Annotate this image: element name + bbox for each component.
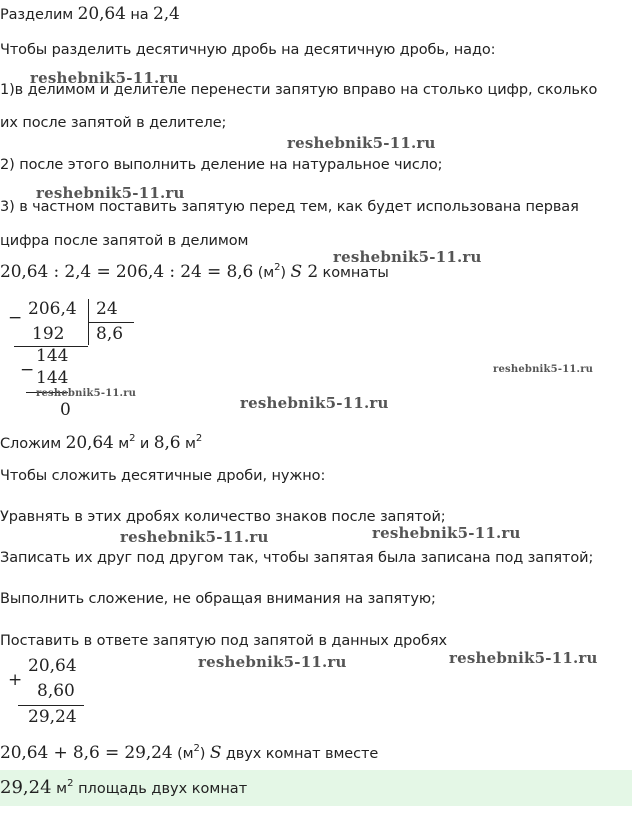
final-remainder: 0 bbox=[60, 400, 71, 420]
rule-step-3-cont: цифра после запятой в делимом bbox=[0, 233, 249, 249]
text: на bbox=[125, 7, 153, 23]
add-rule-heading: Чтобы сложить десятичные дроби, нужно: bbox=[0, 468, 326, 484]
exponent: 2 bbox=[193, 743, 200, 754]
number: 2,4 bbox=[153, 4, 180, 24]
answer-line bbox=[0, 777, 247, 798]
sum: 29,24 bbox=[28, 707, 77, 727]
rule-step-2: 2) после этого выполнить деление на натуральное число; bbox=[0, 157, 443, 173]
unit: ) bbox=[199, 746, 210, 762]
number: 20,64 bbox=[65, 433, 114, 453]
exponent: 2 bbox=[195, 433, 203, 444]
rule-step-1: 1)в делимом и делителе перенести запятую вправо на столько цифр, сколько bbox=[0, 82, 598, 98]
number: 2 bbox=[302, 262, 319, 282]
sum-line bbox=[18, 705, 84, 706]
quotient: 8,6 bbox=[96, 324, 124, 344]
watermark: reshebnik5-11.ru bbox=[287, 134, 436, 152]
minus-sign: − bbox=[20, 360, 35, 380]
text: двух комнат вместе bbox=[221, 746, 379, 762]
addend-2: 8,60 bbox=[37, 681, 75, 701]
rule-heading: Чтобы разделить десятичную дробь на десятичную дробь, надо: bbox=[0, 42, 496, 58]
watermark: reshebnik5-11.ru bbox=[240, 394, 389, 412]
text: комнаты bbox=[318, 265, 389, 281]
divisor: 24 bbox=[96, 299, 118, 319]
dividend: 206,4 bbox=[28, 299, 77, 319]
rule-step-1-cont: их после запятой в делителе; bbox=[0, 115, 227, 131]
addition-equation bbox=[0, 743, 378, 763]
unit: м bbox=[113, 436, 130, 452]
text: Сложим bbox=[0, 436, 66, 452]
unit: м bbox=[180, 436, 196, 452]
add-rule-step-3: Выполнить сложение, не обращая внимания на запятую; bbox=[0, 591, 436, 607]
addend-1: 20,64 bbox=[28, 656, 77, 676]
watermark: reshebnik5-11.ru bbox=[120, 528, 269, 546]
area-symbol: S bbox=[290, 262, 303, 282]
add-rule-step-1: Уравнять в этих дробях количество знаков после запятой; bbox=[0, 509, 446, 525]
watermark: reshebnik5-11.ru bbox=[333, 248, 482, 266]
math-expression: 20,64 : 2,4 = 206,4 : 24 = 8,6 bbox=[0, 262, 254, 282]
math-expression: 20,64 + 8,6 = 29,24 bbox=[0, 743, 173, 763]
watermark: reshebnik5-11.ru bbox=[449, 649, 598, 667]
plus-sign: + bbox=[8, 670, 23, 690]
watermark: reshebnik5-11.ru bbox=[36, 184, 185, 202]
add-rule-step-2: Записать их друг под другом так, чтобы запятая была записана под запятой; bbox=[0, 550, 594, 566]
subtrahend: 144 bbox=[36, 368, 69, 388]
unit: (м bbox=[172, 746, 194, 762]
subtrahend: 192 bbox=[32, 324, 65, 344]
unit: ) bbox=[280, 265, 291, 281]
division-equation bbox=[0, 262, 389, 282]
unit: (м bbox=[253, 265, 275, 281]
watermark: reshebnik5-11.ru bbox=[198, 653, 347, 671]
text: Разделим bbox=[0, 7, 78, 23]
answer-value: 29,24 bbox=[0, 777, 52, 798]
unit: м bbox=[51, 781, 68, 797]
add-rule-step-4: Поставить в ответе запятую под запятой в данных дробях bbox=[0, 633, 447, 649]
watermark: reshebnik5-11.ru bbox=[30, 69, 179, 87]
answer-text: площадь двух комнат bbox=[73, 781, 248, 797]
line-divide-intro bbox=[0, 4, 180, 24]
minus-sign: − bbox=[8, 308, 23, 328]
number: 8,6 bbox=[153, 433, 181, 453]
addition-intro bbox=[0, 433, 202, 453]
exponent: 2 bbox=[67, 778, 74, 789]
number: 20,64 bbox=[77, 4, 126, 24]
rule-step-3: 3) в частном поставить запятую перед тем, как будет использована первая bbox=[0, 199, 579, 215]
area-symbol: S bbox=[209, 743, 222, 763]
watermark: reshebnik5-11.ru bbox=[36, 388, 137, 399]
watermark: reshebnik5-11.ru bbox=[372, 524, 521, 542]
watermark: reshebnik5-11.ru bbox=[493, 364, 594, 375]
text: и bbox=[135, 436, 154, 452]
divider-horizontal bbox=[88, 322, 134, 323]
exponent: 2 bbox=[129, 433, 136, 444]
remainder: 144 bbox=[36, 346, 69, 366]
exponent: 2 bbox=[274, 262, 281, 273]
